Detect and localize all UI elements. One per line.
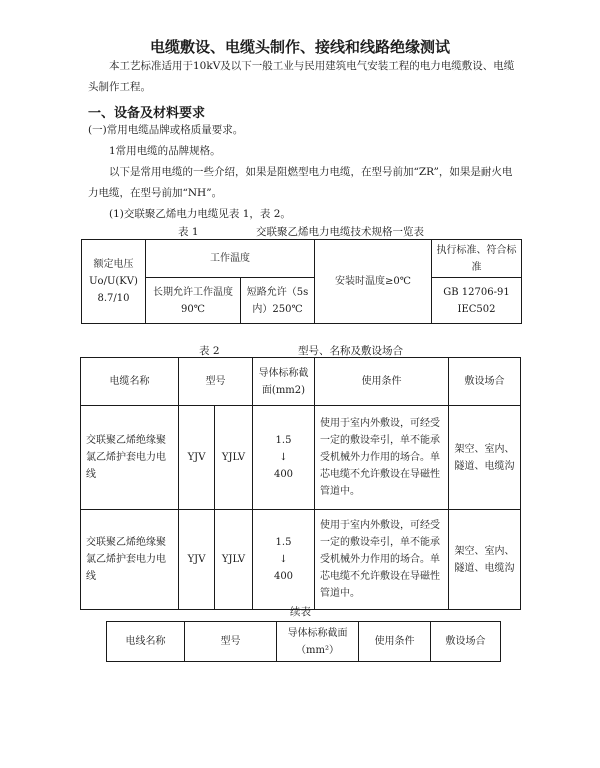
long-term-value: 90℃ [181, 303, 205, 315]
table3-header-model: 型号 [185, 622, 277, 662]
page-title: 电缆敷设、电缆头制作、接线和线路绝缘测试 [149, 38, 450, 56]
subsection-xlpe: (1)交联聚乙烯电力电缆见表 1，表 2。 [109, 208, 291, 220]
section-header-line1: 导体标称截面 [287, 627, 348, 639]
table1-rated-voltage-cell [82, 240, 146, 324]
long-term-label: 长期允许工作温度 [153, 286, 233, 298]
table3-caption: 续表 [290, 606, 311, 618]
table1-caption-text: 交联聚乙烯电力电缆技术规格一览表 [256, 226, 424, 238]
intro-paragraph: 本工艺标准适用于10kV及以下一般工业与民用建筑电气安装工程的电力电缆敷设、电缆头制作工程。 [88, 60, 515, 93]
table-row [81, 406, 521, 510]
usage-condition: 使用于室内外敷设，可经受一定的敷设牵引，单不能承受机械外力作用的场合。单芯电缆不允许敷设在导磁性管道中。 [315, 510, 449, 610]
cable-name: 交联聚乙烯绝缘聚氯乙烯护套电力电线 [81, 510, 179, 610]
section-min: 1.5 [275, 537, 292, 548]
subsection-quality: (一)常用电缆品牌或格质量要求。 [88, 124, 244, 136]
model-yjv: YJV [179, 510, 215, 610]
table3-continued [106, 621, 501, 662]
subsection-brand: 1常用电缆的品牌规格。 [109, 145, 221, 157]
table2-models [80, 357, 521, 610]
section-heading-equipment: 一、设备及材料要求 [88, 106, 206, 121]
table1-work-temp-header: 工作温度 [146, 240, 315, 278]
table2-header-name: 电缆名称 [81, 358, 179, 406]
table3-header-place: 敷设场合 [431, 622, 501, 662]
cable-intro-paragraph: 以下是常用电缆的一些介绍，如果是阻燃型电力电缆，在型号前加“ZR”，如果是耐火电力电缆，在型号前加“NH”。 [88, 166, 513, 199]
model-yjlv: YJLV [215, 510, 253, 610]
table3-header-section [277, 622, 359, 662]
section-header-unit: （mm²） [296, 644, 339, 656]
install-place: 架空、室内、隧道、电缆沟 [449, 510, 521, 610]
table1-long-term-cell [146, 278, 241, 324]
usage-condition: 使用于室内外敷设，可经受一定的敷设牵引，单不能承受机械外力作用的场合。单芯电缆不允许敷设在导磁性管道中。 [315, 406, 449, 510]
table1-install-temp: 安装时温度≥0℃ [315, 240, 432, 324]
section-arrow: ↓ [279, 554, 288, 565]
model-yjv: YJV [179, 406, 215, 510]
table3-header-name: 电线名称 [107, 622, 185, 662]
section-range [253, 406, 315, 510]
table-row [81, 510, 521, 610]
table3-header-usage: 使用条件 [359, 622, 431, 662]
section-max: 400 [273, 469, 294, 480]
table2-caption-text: 型号、名称及敷设场合 [298, 345, 403, 357]
standard-value-iec: IEC502 [457, 303, 496, 315]
table2-header-model: 型号 [179, 358, 253, 406]
table1-standard-header: 执行标准、符合标准 [432, 240, 522, 278]
section-arrow: ↓ [279, 452, 288, 463]
table2-header-section: 导体标称截面(mm2) [253, 358, 315, 406]
table2-caption-number: 表 2 [199, 345, 220, 357]
standard-value-gb: GB 12706-91 [443, 286, 510, 298]
rated-voltage-value: 8.7/10 [97, 293, 130, 304]
install-place: 架空、室内、隧道、电缆沟 [449, 406, 521, 510]
section-range [253, 510, 315, 610]
section-max: 400 [273, 571, 294, 582]
rated-voltage-unit: Uo/U(KV) [89, 276, 138, 287]
model-yjlv: YJLV [215, 406, 253, 510]
table2-header-usage: 使用条件 [315, 358, 449, 406]
section-min: 1.5 [275, 435, 292, 446]
table1-caption-number: 表 1 [178, 226, 199, 238]
table1-standard-values [432, 278, 522, 324]
table1-specs [81, 239, 522, 324]
table2-header-place: 敷设场合 [449, 358, 521, 406]
rated-voltage-label: 额定电压 [93, 259, 134, 270]
cable-name: 交联聚乙烯绝缘聚氯乙烯护套电力电线 [81, 406, 179, 510]
table1-short-circuit: 短路允许（5s内）250℃ [241, 278, 315, 324]
